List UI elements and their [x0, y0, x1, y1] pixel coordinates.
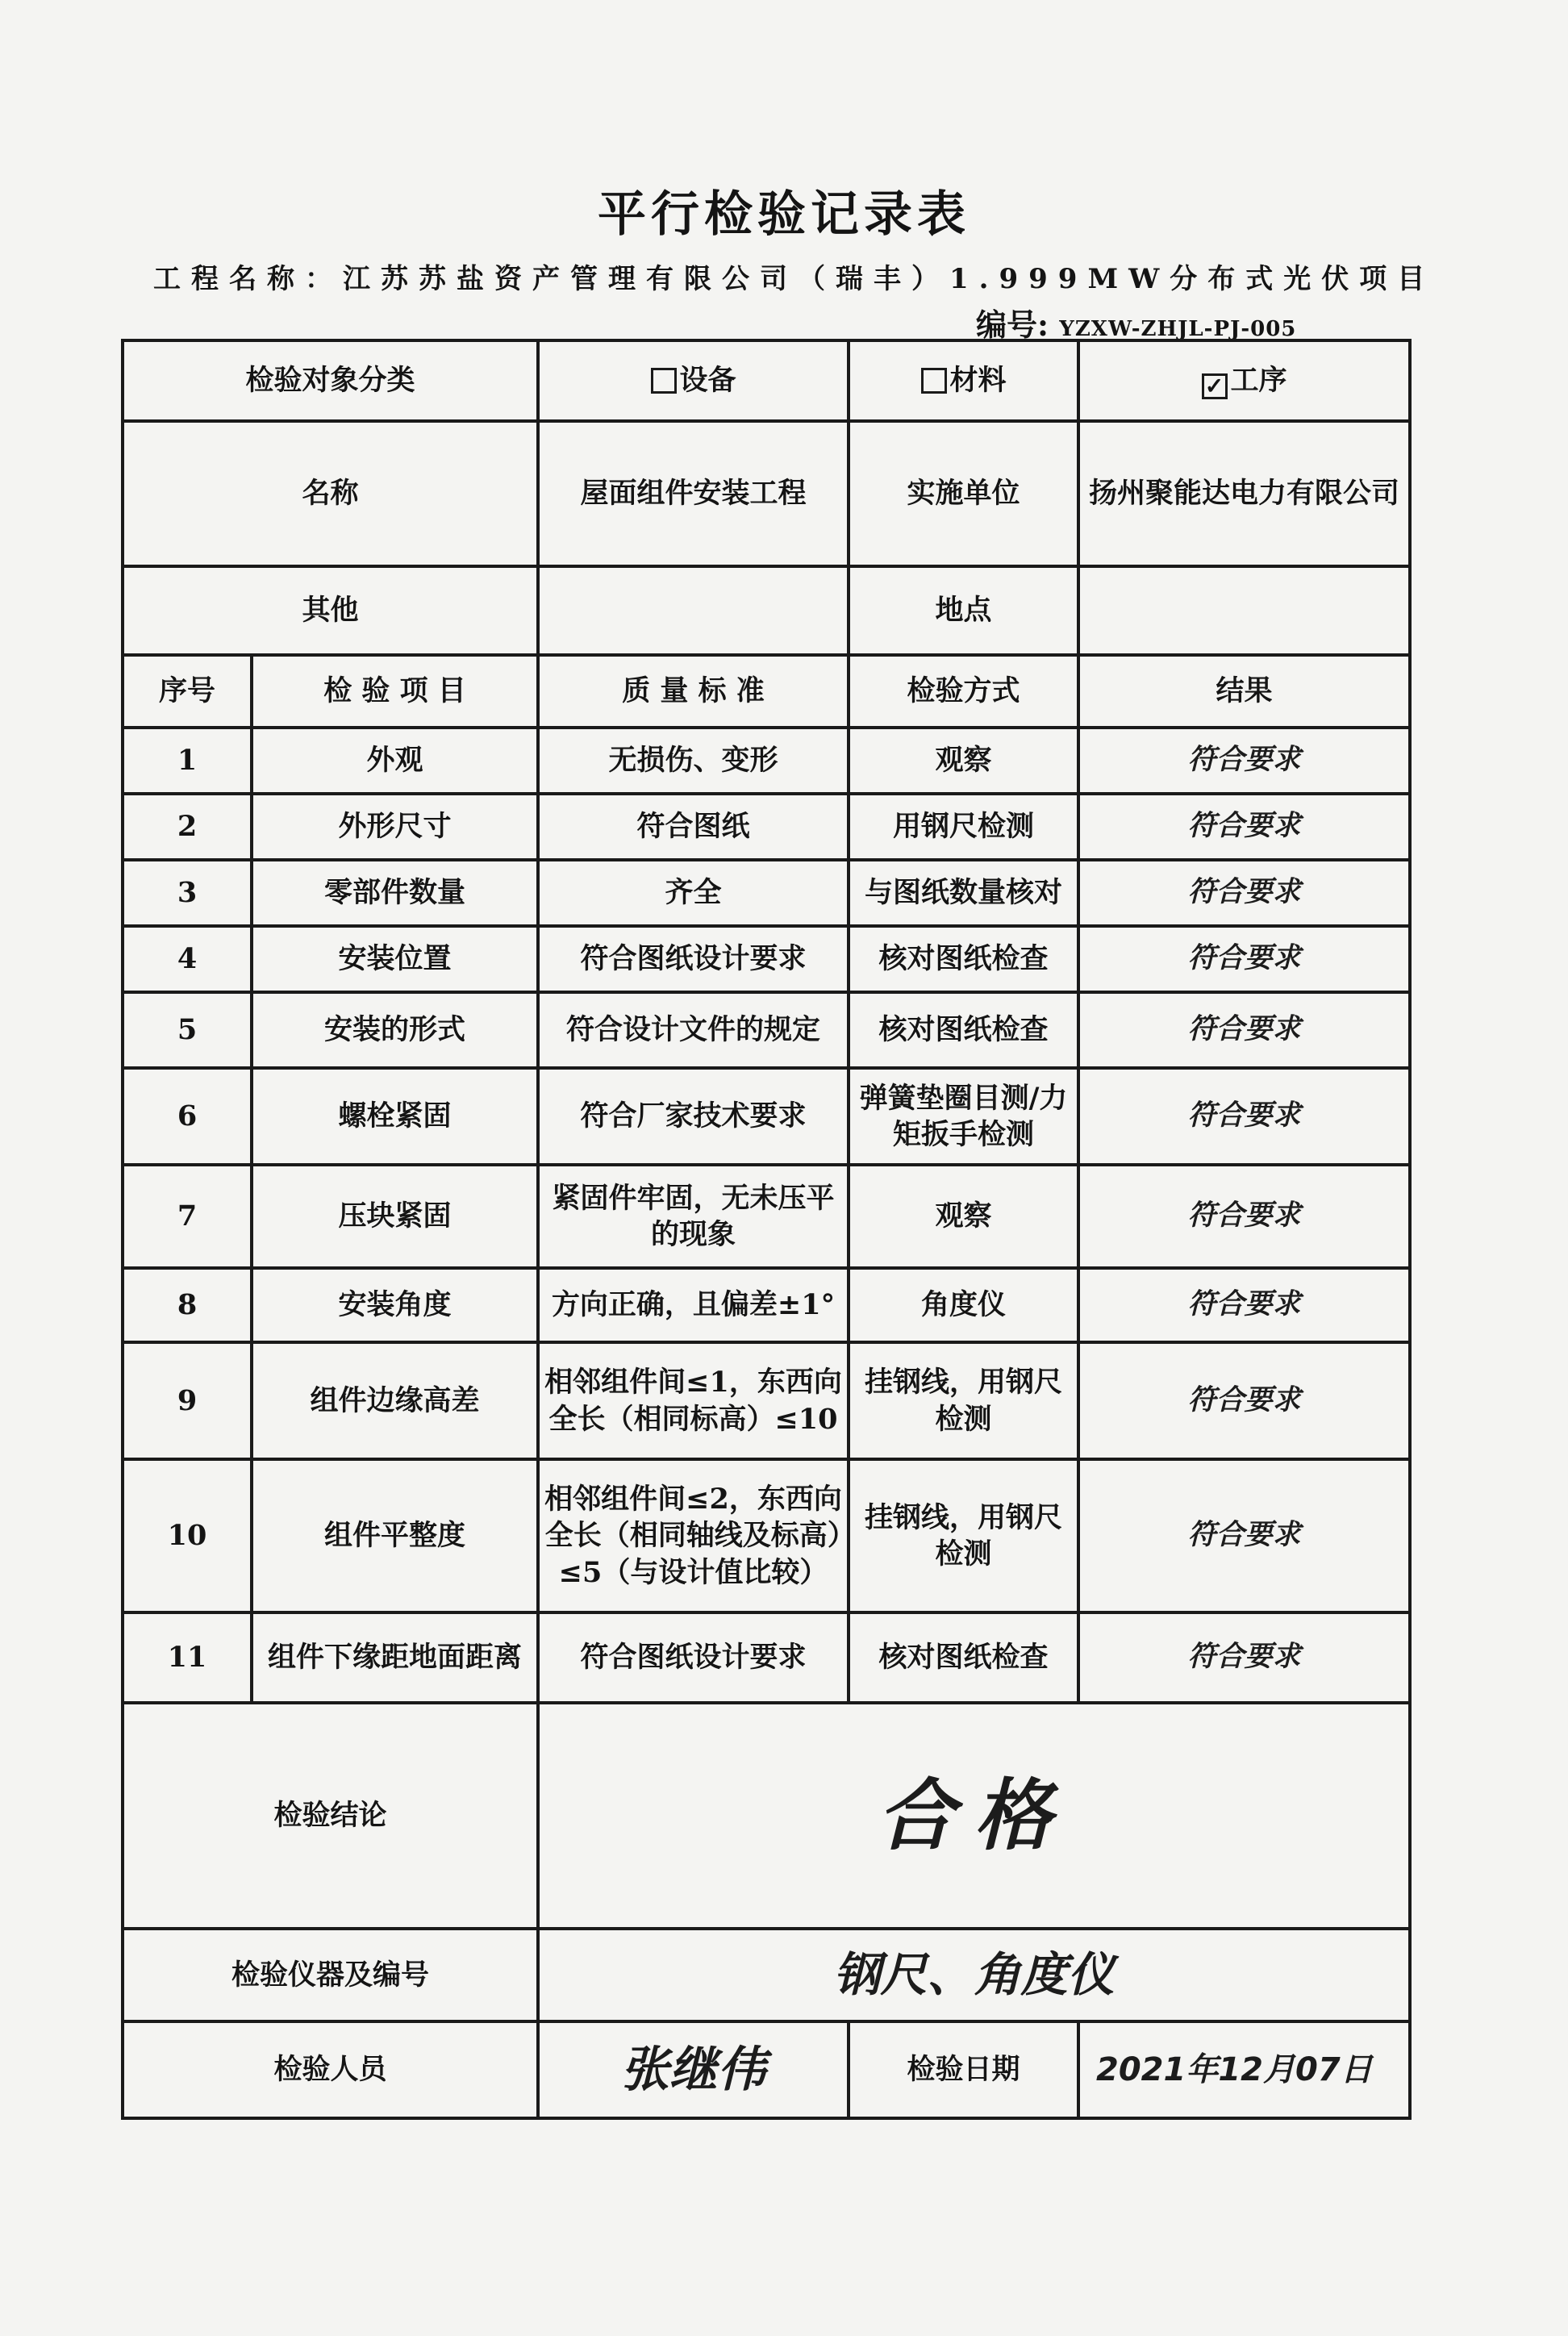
row-method: 核对图纸检查: [849, 992, 1078, 1068]
project-name: 工程名称：江苏苏盐资产管理有限公司（瑞丰）1.999MW分布式光伏项目: [153, 263, 1436, 295]
inspector-row: [123, 2021, 1410, 2118]
row-no: 3: [123, 860, 252, 926]
table-row: [123, 794, 1410, 860]
material-checkbox[interactable]: [921, 368, 947, 394]
row-standard: 符合图纸: [538, 794, 849, 860]
row-no: 2: [123, 794, 252, 860]
category-label: 检验对象分类: [123, 340, 538, 421]
row-result-handwritten: 符合要求: [1078, 1165, 1410, 1268]
row-item: 安装的形式: [252, 992, 538, 1068]
option-equipment: [538, 340, 849, 421]
date-label: 检验日期: [849, 2021, 1078, 2118]
option-material: [849, 340, 1078, 421]
table-row: [123, 1165, 1410, 1268]
form-title: 平行检验记录表: [598, 186, 970, 243]
row-method: 核对图纸检查: [849, 1612, 1078, 1703]
row-item: 压块紧固: [252, 1165, 538, 1268]
name-value: 屋面组件安装工程: [538, 421, 849, 566]
row-no: 8: [123, 1268, 252, 1342]
instrument-label: 检验仪器及编号: [123, 1929, 538, 2021]
row-standard: 符合设计文件的规定: [538, 992, 849, 1068]
inspector-signature: 张继伟: [538, 2021, 849, 2118]
table-row: [123, 1342, 1410, 1459]
row-method: 核对图纸检查: [849, 926, 1078, 992]
table-row: [123, 1068, 1410, 1165]
row-method: 观察: [849, 1165, 1078, 1268]
col-header-method: 检验方式: [849, 655, 1078, 728]
instrument-row: [123, 1929, 1410, 2021]
row-no: 4: [123, 926, 252, 992]
location-value: [1078, 566, 1410, 655]
row-result-handwritten: 符合要求: [1078, 926, 1410, 992]
unit-value: 扬州聚能达电力有限公司: [1078, 421, 1410, 566]
conclusion-row: [123, 1703, 1410, 1929]
row-no: 11: [123, 1612, 252, 1703]
row-method: 弹簧垫圈目测/力矩扳手检测: [849, 1068, 1078, 1165]
inspection-table: [121, 339, 1412, 2120]
col-header-item: 检 验 项 目: [252, 655, 538, 728]
row-result-handwritten: 符合要求: [1078, 794, 1410, 860]
table-row: [123, 926, 1410, 992]
equipment-checkbox[interactable]: [651, 368, 677, 394]
row-result-handwritten: 符合要求: [1078, 1268, 1410, 1342]
row-item: 外形尺寸: [252, 794, 538, 860]
row-result-handwritten: 符合要求: [1078, 1612, 1410, 1703]
row-standard: 符合图纸设计要求: [538, 926, 849, 992]
unit-label: 实施单位: [849, 421, 1078, 566]
row-item: 组件下缘距地面距离: [252, 1612, 538, 1703]
table-row: [123, 1268, 1410, 1342]
other-label: 其他: [123, 566, 538, 655]
name-label: 名称: [123, 421, 538, 566]
location-label: 地点: [849, 566, 1078, 655]
conclusion-label: 检验结论: [123, 1703, 538, 1929]
row-result-handwritten: 符合要求: [1078, 1459, 1410, 1612]
row-result-handwritten: 符合要求: [1078, 728, 1410, 794]
row-item: 螺栓紧固: [252, 1068, 538, 1165]
table-row: [123, 860, 1410, 926]
row-no: 1: [123, 728, 252, 794]
row-standard: 紧固件牢固，无未压平的现象: [538, 1165, 849, 1268]
row-no: 9: [123, 1342, 252, 1459]
row-item: 安装角度: [252, 1268, 538, 1342]
row-no: 10: [123, 1459, 252, 1612]
row-standard: 符合图纸设计要求: [538, 1612, 849, 1703]
row-standard: 相邻组件间≤2，东西向全长（相同轴线及标高）≤5（与设计值比较）: [538, 1459, 849, 1612]
option-material-label: 材料: [949, 364, 1007, 398]
option-equipment-label: 设备: [679, 364, 736, 398]
inspector-label: 检验人员: [123, 2021, 538, 2118]
row-item: 零部件数量: [252, 860, 538, 926]
table-row: [123, 1459, 1410, 1612]
row-item: 外观: [252, 728, 538, 794]
row-item: 组件边缘高差: [252, 1342, 538, 1459]
row-method: 角度仪: [849, 1268, 1078, 1342]
row-result-handwritten: 符合要求: [1078, 860, 1410, 926]
row-method: 观察: [849, 728, 1078, 794]
date-handwritten: 2021年12月07日: [1078, 2021, 1410, 2118]
row-method: 用钢尺检测: [849, 794, 1078, 860]
row-result-handwritten: 符合要求: [1078, 1342, 1410, 1459]
row-standard: 方向正确，且偏差±1°: [538, 1268, 849, 1342]
row-standard: 齐全: [538, 860, 849, 926]
table-row: [123, 728, 1410, 794]
row-method: 挂钢线，用钢尺检测: [849, 1459, 1078, 1612]
row-result-handwritten: 符合要求: [1078, 1068, 1410, 1165]
option-process: [1078, 340, 1410, 421]
row-no: 7: [123, 1165, 252, 1268]
category-row: [123, 340, 1410, 421]
form-code: [976, 300, 1296, 344]
table-row: [123, 992, 1410, 1068]
row-item: 安装位置: [252, 926, 538, 992]
instrument-handwritten: 钢尺、角度仪: [538, 1929, 1410, 2021]
row-standard: 符合厂家技术要求: [538, 1068, 849, 1165]
row-method: 与图纸数量核对: [849, 860, 1078, 926]
form-code-value: YZXW-ZHJL-PJ-005: [1059, 317, 1297, 341]
row-no: 5: [123, 992, 252, 1068]
other-row: [123, 566, 1410, 655]
row-method: 挂钢线，用钢尺检测: [849, 1342, 1078, 1459]
table-row: [123, 1612, 1410, 1703]
process-checkbox-checked[interactable]: ✓: [1202, 373, 1228, 399]
row-result-handwritten: 符合要求: [1078, 992, 1410, 1068]
row-item: 组件平整度: [252, 1459, 538, 1612]
name-row: [123, 421, 1410, 566]
col-header-standard: 质 量 标 准: [538, 655, 849, 728]
other-value: [538, 566, 849, 655]
column-header-row: [123, 655, 1410, 728]
form-code-label: 编号:: [976, 307, 1049, 343]
row-standard: 相邻组件间≤1，东西向全长（相同标高）≤10: [538, 1342, 849, 1459]
conclusion-handwritten: 合格: [538, 1703, 1410, 1929]
row-standard: 无损伤、变形: [538, 728, 849, 794]
col-header-no: 序号: [123, 655, 252, 728]
option-process-label: 工序: [1230, 364, 1287, 397]
row-no: 6: [123, 1068, 252, 1165]
col-header-result: 结果: [1078, 655, 1410, 728]
